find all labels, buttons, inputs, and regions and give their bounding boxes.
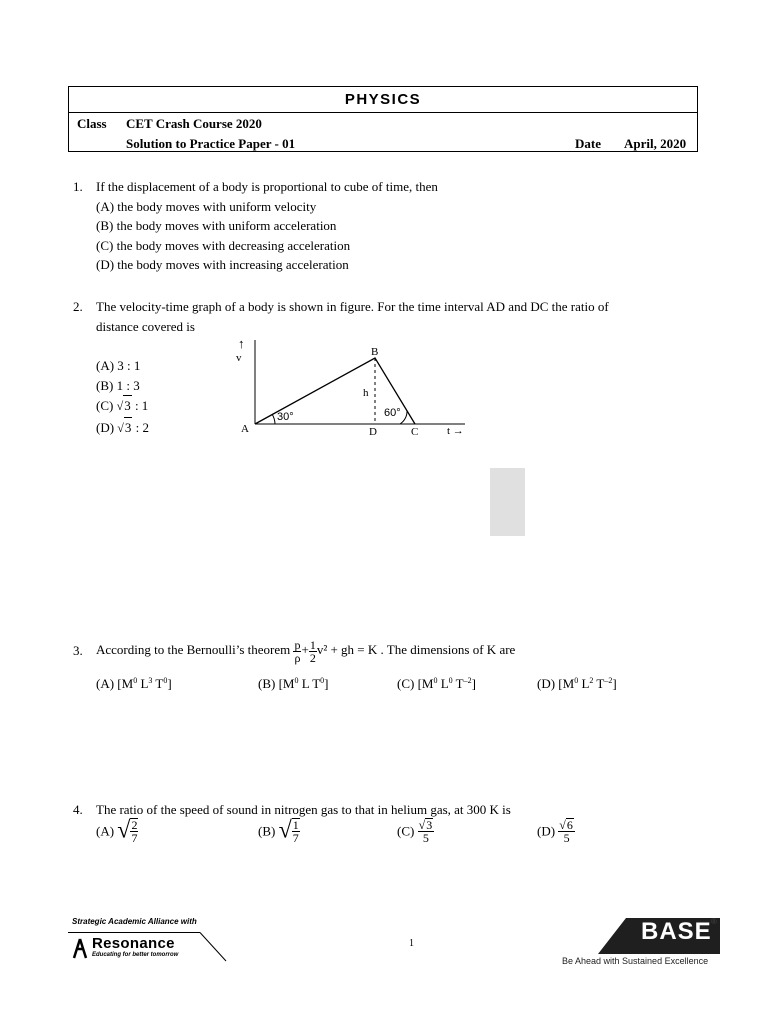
point-a-label: A	[241, 423, 249, 435]
option-b: (B) √ $\frac{1}{7}$	[258, 817, 299, 845]
option-c: (C) √3 : 1	[96, 395, 148, 417]
option-d: (D) $\frac{√6}{5}$	[537, 818, 573, 845]
option-b: (B) [$M^0$ L $T^0$]	[258, 676, 329, 691]
question-number: 3.	[73, 643, 83, 658]
base-tagline: Be Ahead with Sustained Excellence	[562, 956, 709, 966]
question-number: 4.	[73, 802, 83, 817]
frac-num: 1	[309, 637, 316, 652]
option-a: (A) 3 : 1	[96, 358, 141, 373]
option-a: (A) [$M^0$ $L^3$ $T^0$]	[96, 676, 172, 691]
option-a: (A) the body moves with uniform velocity	[96, 199, 317, 214]
angle-a-label: 30°	[277, 411, 294, 423]
fraction-half	[309, 639, 317, 664]
option-c-label: (C)	[96, 398, 114, 413]
angle-c-label: 60°	[384, 407, 401, 419]
v-label: v	[236, 352, 242, 364]
question-text	[96, 633, 515, 667]
resonance-tagline: Educating for better tomorrow	[92, 952, 179, 958]
alliance-text: Strategic Academic Alliance with	[72, 917, 197, 926]
date-label: Date	[575, 136, 601, 151]
option-c-root: 3	[123, 395, 132, 416]
frac-den: ρ	[294, 650, 301, 665]
question-number: 1.	[73, 179, 83, 194]
point-c-label: C	[411, 426, 419, 438]
height-label: h	[363, 387, 369, 399]
course-name: CET Crash Course 2020	[126, 116, 262, 131]
date-value: April, 2020	[624, 136, 687, 151]
option-b: (B) 1 : 3	[96, 378, 140, 393]
option-b: (B) the body moves with uniform acceleration	[96, 218, 337, 233]
point-d-label: D	[369, 426, 377, 438]
point-b-label: B	[371, 346, 379, 358]
option-d-label: (D)	[96, 420, 115, 435]
option-d-rest: : 2	[135, 420, 150, 435]
v-axis-arrow: ↑	[238, 336, 245, 351]
option-c: (C) $\frac{√3}{5}$	[397, 818, 433, 845]
blank-placeholder	[490, 468, 525, 536]
question-text: If the displacement of a body is proportional to cube of time, then	[96, 179, 438, 194]
question-text-line2: distance covered is	[96, 319, 195, 334]
option-c: (C) the body moves with decreasing acceleration	[96, 238, 351, 253]
angle-arc-a	[272, 414, 275, 424]
option-d: (D) the body moves with increasing acceleration	[96, 257, 349, 272]
plus-sign: +	[301, 642, 309, 657]
text-before: According to the Bernoulli’s theorem	[96, 642, 291, 657]
option-d: (D) √3 : 2	[96, 417, 149, 439]
option-d: (D) [$M^0$ $L^2$ $T^{-2}$]	[537, 676, 617, 691]
header-box	[68, 86, 698, 152]
option-c: (C) [$M^0$ $L^0$ $T^{-2}$]	[397, 676, 476, 691]
text-after: v² + gh = K . The dimensions of K are	[316, 642, 516, 657]
velocity-time-graph	[230, 330, 480, 440]
option-a: (A) √ $\frac{2}{7}$	[96, 817, 138, 845]
resonance-logo	[68, 932, 228, 962]
registered-icon: ®	[711, 917, 717, 926]
resonance-name: Resonance	[92, 935, 175, 952]
angle-arc-c	[400, 411, 407, 424]
paper-name: Solution to Practice Paper - 01	[126, 136, 296, 151]
frac-num: p	[294, 637, 301, 652]
option-d-root: 3	[124, 417, 133, 438]
question-text-line1: The velocity-time graph of a body is shown in figure. For the time interval AD and DC the ratio of	[96, 299, 609, 314]
question-number: 2.	[73, 299, 83, 314]
page-number: 1	[409, 938, 414, 949]
frac-den: 2	[309, 650, 316, 665]
subject-title: PHYSICS	[69, 87, 697, 113]
class-label: Class	[77, 116, 107, 131]
option-c-rest: : 1	[134, 398, 149, 413]
question-text: The ratio of the speed of sound in nitrogen gas to that in helium gas, at 300 K is	[96, 802, 511, 817]
t-label: t →	[447, 425, 464, 437]
base-logo-text: BASE	[641, 918, 712, 945]
